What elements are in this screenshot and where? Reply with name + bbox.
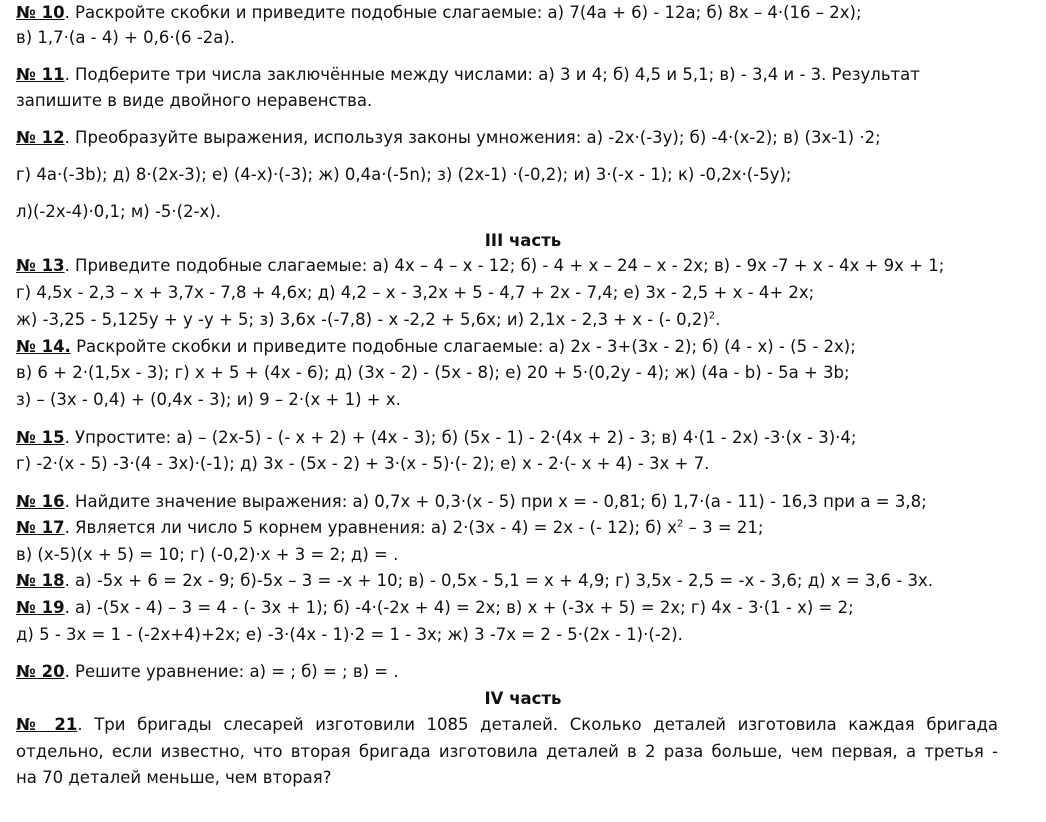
task-12-line-1: № 12. Преобразуйте выражения, используя законы умножения: а) -2х·(-3у); б) -4·(х-2); в) (3х-1) ·2; xyxy=(16,128,881,147)
task-10-line-2: в) 1,7·(а - 4) + 0,6·(6 -2а). xyxy=(16,28,236,47)
task-21-line-1: № 21. Три бригады слесарей изготовили 1085 деталей. Сколько деталей изготовила каждая бригада xyxy=(16,715,998,734)
task-19-line-2: д) 5 - 3х = 1 - (-2х+4)+2х; е) -3·(4х - 1)·2 = 1 - 3х; ж) 3 -7х = 2 - 5·(2х - 1)·(-2). xyxy=(16,625,683,644)
task-17-line-2: в) (х-5)(х + 5) = 10; г) (-0,2)·х + 3 = 2; д) = . xyxy=(16,545,399,564)
task-20-line: № 20. Решите уравнение: а) = ; б) = ; в) = . xyxy=(16,662,399,681)
task-19-line-1: № 19. а) -(5х - 4) – 3 = 4 - (- 3х + 1); б) -4·(-2х + 4) = 2х; в) х + (-3х + 5) = 2х; г) 4х - 3·(1 - х) = 2; xyxy=(16,598,854,617)
task-14-line-3: з) – (3х - 0,4) + (0,4х - 3); и) 9 – 2·(х + 1) + х. xyxy=(16,390,401,409)
task-12-line-2: г) 4а·(-3b); д) 8·(2х-3); е) (4-х)·(-3); ж) 0,4а·(-5n); з) (2х-1) ·(-0,2); и) 3·(-х - 1); к) -0,2х·(-5у); xyxy=(16,165,792,184)
task-11-line-1: № 11. Подберите три числа заключённые между числами: а) 3 и 4; б) 4,5 и 5,1; в) - 3,4 и - 3. Результат xyxy=(16,65,920,84)
exponent: 2 xyxy=(676,518,684,530)
task-21-line-2: отдельно, если известно, что вторая бригада изготовила деталей в 2 раза больше, чем первая, а третья - xyxy=(16,742,998,761)
part-3-heading: III часть xyxy=(484,231,562,250)
task-18-line: № 18. а) -5х + 6 = 2х - 9; б)-5х – 3 = -х + 10; в) - 0,5х - 5,1 = х + 4,9; г) 3,5х - 2,5 = -х - 3,6; д) х = 3,6 - 3х. xyxy=(16,571,934,590)
task-13-line-1: № 13. Приведите подобные слагаемые: а) 4х – 4 – х - 12; б) - 4 + х – 24 – х - 2х; в) - 9х -7 + х - 4х + 9х + 1; xyxy=(16,256,945,275)
task-11-line-2: запишите в виде двойного неравенства. xyxy=(16,91,373,110)
part-4-heading: IV часть xyxy=(484,689,562,708)
task-21-line-3: на 70 деталей меньше, чем вторая? xyxy=(16,768,332,787)
task-14-line-2: в) 6 + 2·(1,5х - 3); г) х + 5 + (4х - 6); д) (3х - 2) - (5х - 8); е) 20 + 5·(0,2у - 4); ж) (4а - b) - 5а + 3b; xyxy=(16,363,850,382)
task-15-line-2: г) -2·(х - 5) -3·(4 - 3х)·(-1); д) 3х - (5х - 2) + 3·(х - 5)·(- 2); е) х - 2·(- х + 4) - 3х + 7. xyxy=(16,454,710,473)
task-13-line-2: г) 4,5х - 2,3 – х + 3,7х - 7,8 + 4,6х; д) 4,2 – х - 3,2х + 5 - 4,7 + 2х - 7,4; е) 3х - 2,5 + х - 4+ 2х; xyxy=(16,283,815,302)
task-16-line: № 16. Найдите значение выражения: а) 0,7х + 0,3·(х - 5) при х = - 0,81; б) 1,7·(а - 11) - 16,3 при а = 3,8; xyxy=(16,492,927,511)
task-12-line-3: л)(-2х-4)·0,1; м) -5·(2-х). xyxy=(16,202,221,221)
task-10-line-1: № 10. Раскройте скобки и приведите подобные слагаемые: а) 7(4а + 6) - 12а; б) 8х – 4·(16 – 2х); xyxy=(16,3,862,22)
task-15-line-1: № 15. Упростите: а) – (2х-5) - (- х + 2) + (4х - 3); б) (5х - 1) - 2·(4х + 2) - 3; в) 4·(1 - 2х) -3·(х - 3)·4; xyxy=(16,428,857,447)
task-17-line-1: № 17. Является ли число 5 корнем уравнения: а) 2·(3х - 4) = 2х - (- 12); б) $х^2 - 3 = 21$; xyxy=(16,518,764,537)
task-13-line-3: ж) -3,25 - 5,125у + у -у + 5; з) 3,6х -(-7,8) - х -2,2 + 5,6х; и) 2,1х - 2,3 + х - (- 0,2)$^2$. xyxy=(16,310,721,329)
exponent: 2 xyxy=(708,310,716,322)
task-14-line-1: № 14. Раскройте скобки и приведите подобные слагаемые: а) 2х - 3+(3х - 2); б) (4 - х) - (5 - 2х); xyxy=(16,337,856,356)
